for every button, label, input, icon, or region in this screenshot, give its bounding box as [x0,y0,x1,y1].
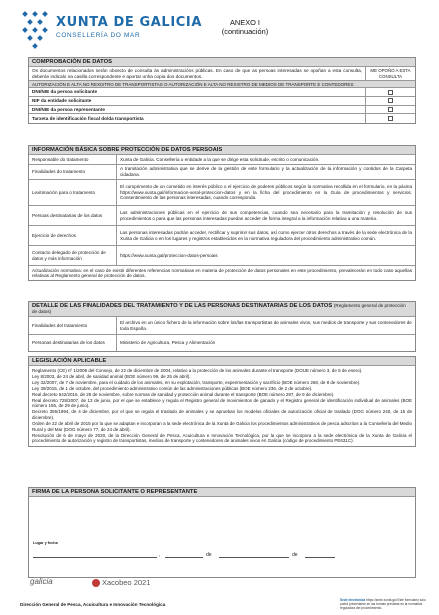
department-name: Dirección General de Pesca, Acuicultura e Innovación Tecnológica [20,602,166,607]
purpose-value: El archivo en un único fichero de la información sobre los/las transportistas de animales vivos, sus medios de transporte y sus contenedores de toda España. [120,319,412,331]
section-title: LEGISLACIÓN APLICABLE [29,357,415,366]
section-title: COMPROBACIÓN DE DATOS [29,58,415,67]
legislation-item: Real decreto 542/2016, de 25 de noviembre, sobre normas de sanidad y protección animal durante el transporte (BOE número 297, de 9 de diciembre). [32,391,335,397]
brand [56,16,202,40]
legislation-item: Ley 32/2007, de 7 de noviembre, para el cuidado de los animales, en su explotación, transporte, experimentación y sacrificio (BOE número 268, de 8 de noviembre). [32,379,361,385]
dp-key: Finalidades do tratamento [29,165,117,179]
legislation-list [29,366,415,446]
sede-info [340,598,432,610]
oppose-checkbox[interactable] [388,90,393,95]
dp-value: A tramitación administrativa que se derive de la gestión de este formulario y la actualización de la información y contidos de la Carpeta cidadana. [120,166,412,177]
dp-row [29,155,415,165]
legislation-item: Resolución de 6 de mayo de 2020, de la Dirección General de Pesca, Acuicultura e Innovación Tecnológica, por la que se incorpora a la sede electrónica de la Xunta de Galicia el procedimiento de autorización y registro de transportistas, medios de transporte y contenedores de animales vivos en Galicia (código de procedimiento PE631C). [32,432,412,444]
dp-key: Persoas destinatarias de los datos [29,206,117,225]
dp-key: Ejercicio de derechos [29,226,117,245]
year-field[interactable] [305,557,335,558]
check-row [29,106,415,115]
page-footer [0,568,439,615]
oppose-checkbox[interactable] [388,98,393,103]
check-label: NIF da entidade solicitante [32,97,92,103]
section-title: FIRMA DE LA PERSONA SOLICITANTE O REPRESENTANTE [29,488,415,497]
purpose-key: Personas destinatarias de los datos [29,335,117,351]
xacobeo-logo [92,578,150,587]
legislation-item: Real decreto 728/2007, de 13 de junio, por el que se establece y regula el Registro general de movimientos de ganado y el Registro general de identificación individual de animales (BOE número 155, de 29 de junio). [32,397,412,409]
legislation-item: Ley 39/2015, de 1 de octubre, del procedimiento administrativo común de las administraciones públicas (BOE número 236, de 2 de octubre). [32,385,313,391]
dp-key: Contacto delegado de protección de datos y más información [29,246,117,265]
purpose-row [29,317,415,335]
annex-title: ANEXO I [230,18,260,27]
purposes-section [28,301,416,352]
dp-row [29,206,415,226]
dp-row [29,246,415,266]
sede-url[interactable]: https://sede.xunta.gal [366,598,397,602]
day-field[interactable] [165,557,203,558]
annex-subtitle: (continuación) [221,27,269,37]
dp-row [29,226,415,246]
consent-text: Os documentos relacionados serán obxecto de consulta ás administracións públicas. En caso de que as persoas interesadas se opoñan a esta consulta, deberán indicalo na casilla correspondente e aportar unha copia dos documentos. [32,68,362,79]
section-title-note: (Reglamento general de protección de datos) [32,303,406,314]
dp-row [29,180,415,206]
legislation-item: Reglamento (CE) nº 1/2005 del Consejo, de 22 de diciembre de 2004, relativo a la protección de los animales durante el transporte (DOUE número 3, de 5 de enero). [32,367,363,373]
sede-label: Sede electrónica [340,598,366,602]
section-title-text: DETALLE DE LAS FINALIDADES DEL TRATAMIENTO Y DE LAS PERSONAS DESTINATARIAS DE LOS DATOS [32,303,333,309]
place-date-label: Lugar y fecha [33,541,58,545]
sede-note: Este formulario solo podrá presentarse en las formas previstas en la normativa reguladora del procedimiento. [340,598,426,610]
check-label: DNI/NIE da persoa representante [32,106,105,112]
brand-subtitle: CONSELLERÍA DO MAR [56,32,141,39]
purpose-value: Ministerio de Agricultura, Pesca y Alimentación [120,340,216,346]
dp-key: Lexitimación para o tratamento [29,180,117,205]
dp-value: El cumprimento de un cometido en interés público o el ejercicio de poderes públicos según la normativa recollida en el formulario, en la páxina https://www.xunta.gal/informacion-xeral-proteccion-datos y en la ficha del procedimiento en la Guía de procedimientos y servicios. Consentimiento de las personas interesadas, cuando corresponda. [120,184,412,201]
purpose-key: Finalidades del tratamiento [29,317,117,334]
xacobeo-text: Xacobeo 2021 [102,578,151,587]
legislation-section [28,356,416,447]
authorization-header: AUTORIZACIÓN E ALTA NO REXISTRO DE TRANSPORTISTAS O AUTORIZACIÓN E ALTA NO REXISTRO DE MEDIOS DE TRANSPORTE E CONTEDORES: [29,81,415,88]
oppose-checkbox[interactable] [388,107,393,112]
xacobeo-mark-icon [92,579,100,587]
dp-value: https://www.xunta.gal/proteccion-datos-persoais [120,252,218,258]
page-header [0,0,439,56]
brand-name: XUNTA DE GALICIA [56,15,202,30]
month-field[interactable] [219,557,289,558]
purpose-row [29,335,415,351]
date-separator: de [292,552,298,558]
dp-value: Las personas interesadas podrán acceder, rectificar y suprimir sus datos, así como ejercer otros derechos a través de la sede electrónica de la Xunta de Galicia o en los lugares y registros establecidos en la normativa reguladora del procedimiento administrativo común. [120,229,412,241]
date-separator: , [159,552,161,558]
dp-row [29,165,415,180]
dp-value: Las administraciones públicas en el ejercicio de sus competencias, cuando sea necesario para la tramitación y resolución de sus procedimientos o para que las personas interesadas puedan acceder de forma integral a la información relativa a una materia. [120,209,412,221]
regulatory-note: Actualización normativa: en el caso de existir diferentes referencias normativas en materia de protección de datos personales en este procedimiento, prevalecerán en todo caso aquellas relativas al Reglamento general de protección de datos. [32,267,412,279]
dp-key: Responsable do tratamento [29,155,117,164]
oppose-header: ME OPOÑO A ESTA CONSULTA [365,67,415,80]
dp-value: Xunta de Galicia. Consellería o entidade a la que se dirige esta solicitude, escrito o comunicación. [120,156,320,162]
legislation-item: Ley 8/2003, de 24 de abril, de sanidad animal (BOE número 99, de 25 de abril). [32,373,191,379]
legislation-item: Decreto 355/1994, de 4 de diciembre, por el que se regula el traslado de animales y se aprueban los modelos oficiales de autorización oficial de traslado (DOG número 240, de 15 de diciembre). [32,409,412,420]
check-row [29,88,415,97]
legislation-item: Orden de 22 de abril de 2015 por la que se adaptan e incorporan a la sede electrónica de la Xunta de Galicia los procedimientos administrativos de pesca adscritos a la Consellería del Medio Rural y del Mar (DOG número 77, de 24 de abril). [32,421,412,432]
galicia-logo: galicia [30,577,53,586]
check-row [29,97,415,106]
consent-row [29,67,415,81]
data-protection-section [28,145,416,281]
check-label: Tarxeta de identificación fiscal do/da transportista [32,115,144,121]
section-title [29,302,415,317]
check-row [29,114,415,123]
section-title: INFORMACIÓN BÁSICA SOBRE PROTECCIÓN DE DATOS PERSOAIS [29,146,415,155]
place-field[interactable] [33,557,157,558]
date-separator: de [206,552,212,558]
signature-area[interactable] [29,497,415,577]
check-label: DNI/NIE da persoa solicitante [32,89,98,95]
oppose-checkbox[interactable] [388,116,393,121]
signature-section [28,487,416,578]
data-check-section [28,57,416,124]
xunta-logo-icon [20,8,50,54]
annex-label [210,18,280,37]
